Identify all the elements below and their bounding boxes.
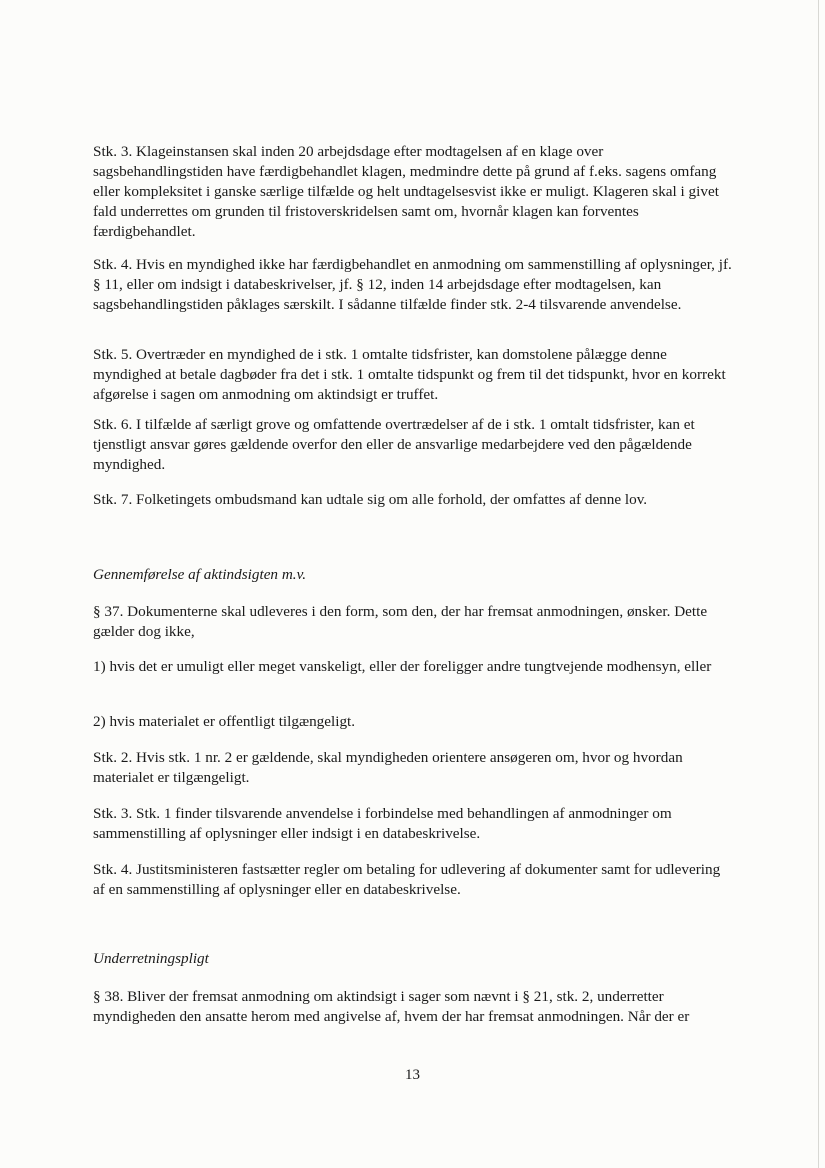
paragraph-section-37-stk4: Stk. 4. Justitsministeren fastsætter regler om betaling for udlevering af dokumenter samt for udlevering af en sammenstilling af oplysninger eller en databeskrivelse. bbox=[93, 861, 721, 898]
list-item-2: 2) hvis materialet er offentligt tilgængeligt. bbox=[93, 713, 356, 730]
page-number: 13 bbox=[405, 1067, 420, 1083]
list-item-1: 1) hvis det er umuligt eller meget vanskeligt, eller der foreligger andre tungtvejende modhensyn, eller bbox=[93, 658, 712, 675]
section-heading-underretningspligt: Underretningspligt bbox=[93, 950, 209, 967]
paragraph-stk5: Stk. 5. Overtræder en myndighed de i stk. 1 omtalte tidsfrister, kan domstolene pålægge denne myndighed at betale dagbøder fra det i stk. 1 omtalte tidspunkt og frem til det tidspunkt, hvor en korrekt afgørelse i sagen om anmodning om aktindsigt er truffet. bbox=[93, 346, 726, 403]
paragraph-stk3: Stk. 3. Klageinstansen skal inden 20 arbejdsdage efter modtagelsen af en klage over sagsbehandlingstiden have færdigbehandlet klagen, medmindre dette på grund af f.eks. sagens omfang eller kompleksitet i ganske særlige tilfælde og helt undtagelsesvist ikke er muligt. Klageren skal i givet fald underrettes om grunden til fristoverskridelsen samt om, hvornår klagen kan forventes færdigbehandlet. bbox=[93, 143, 719, 240]
paragraph-stk6: Stk. 6. I tilfælde af særligt grove og omfattende overtrædelser af de i stk. 1 omtalt tidsfrister, kan et tjenstligt ansvar gøres gældende overfor den eller de ansvarlige medarbejdere ved den pågældende myndighed. bbox=[93, 416, 695, 473]
paragraph-section-37-stk2: Stk. 2. Hvis stk. 1 nr. 2 er gældende, skal myndigheden orientere ansøgeren om, hvor og hvordan materialet er tilgængeligt. bbox=[93, 749, 683, 786]
scan-edge-line bbox=[818, 0, 819, 1168]
paragraph-stk4: Stk. 4. Hvis en myndighed ikke har færdigbehandlet en anmodning om sammenstilling af oplysninger, jf. § 11, eller om indsigt i databeskrivelser, jf. § 12, inden 14 arbejdsdage efter modtagelsen, kan sagsbehandlingstiden påklages særskilt. I sådanne tilfælde finder stk. 2-4 tilsvarende anvendelse. bbox=[93, 256, 732, 313]
section-heading-gennemforelse: Gennemførelse af aktindsigten m.v. bbox=[93, 566, 306, 583]
paragraph-section-37: § 37. Dokumenterne skal udleveres i den form, som den, der har fremsat anmodningen, ønsker. Dette gælder dog ikke, bbox=[93, 603, 708, 640]
paragraph-section-37-stk3: Stk. 3. Stk. 1 finder tilsvarende anvendelse i forbindelse med behandlingen af anmodninger om sammenstilling af oplysninger eller indsigt i en databeskrivelse. bbox=[93, 805, 672, 842]
paragraph-section-38: § 38. Bliver der fremsat anmodning om aktindsigt i sager som nævnt i § 21, stk. 2, underretter myndigheden den ansatte herom med angivelse af, hvem der har fremsat anmodningen. Når der er bbox=[93, 988, 690, 1025]
paragraph-stk7: Stk. 7. Folketingets ombudsmand kan udtale sig om alle forhold, der omfattes af denne lov. bbox=[93, 491, 648, 508]
